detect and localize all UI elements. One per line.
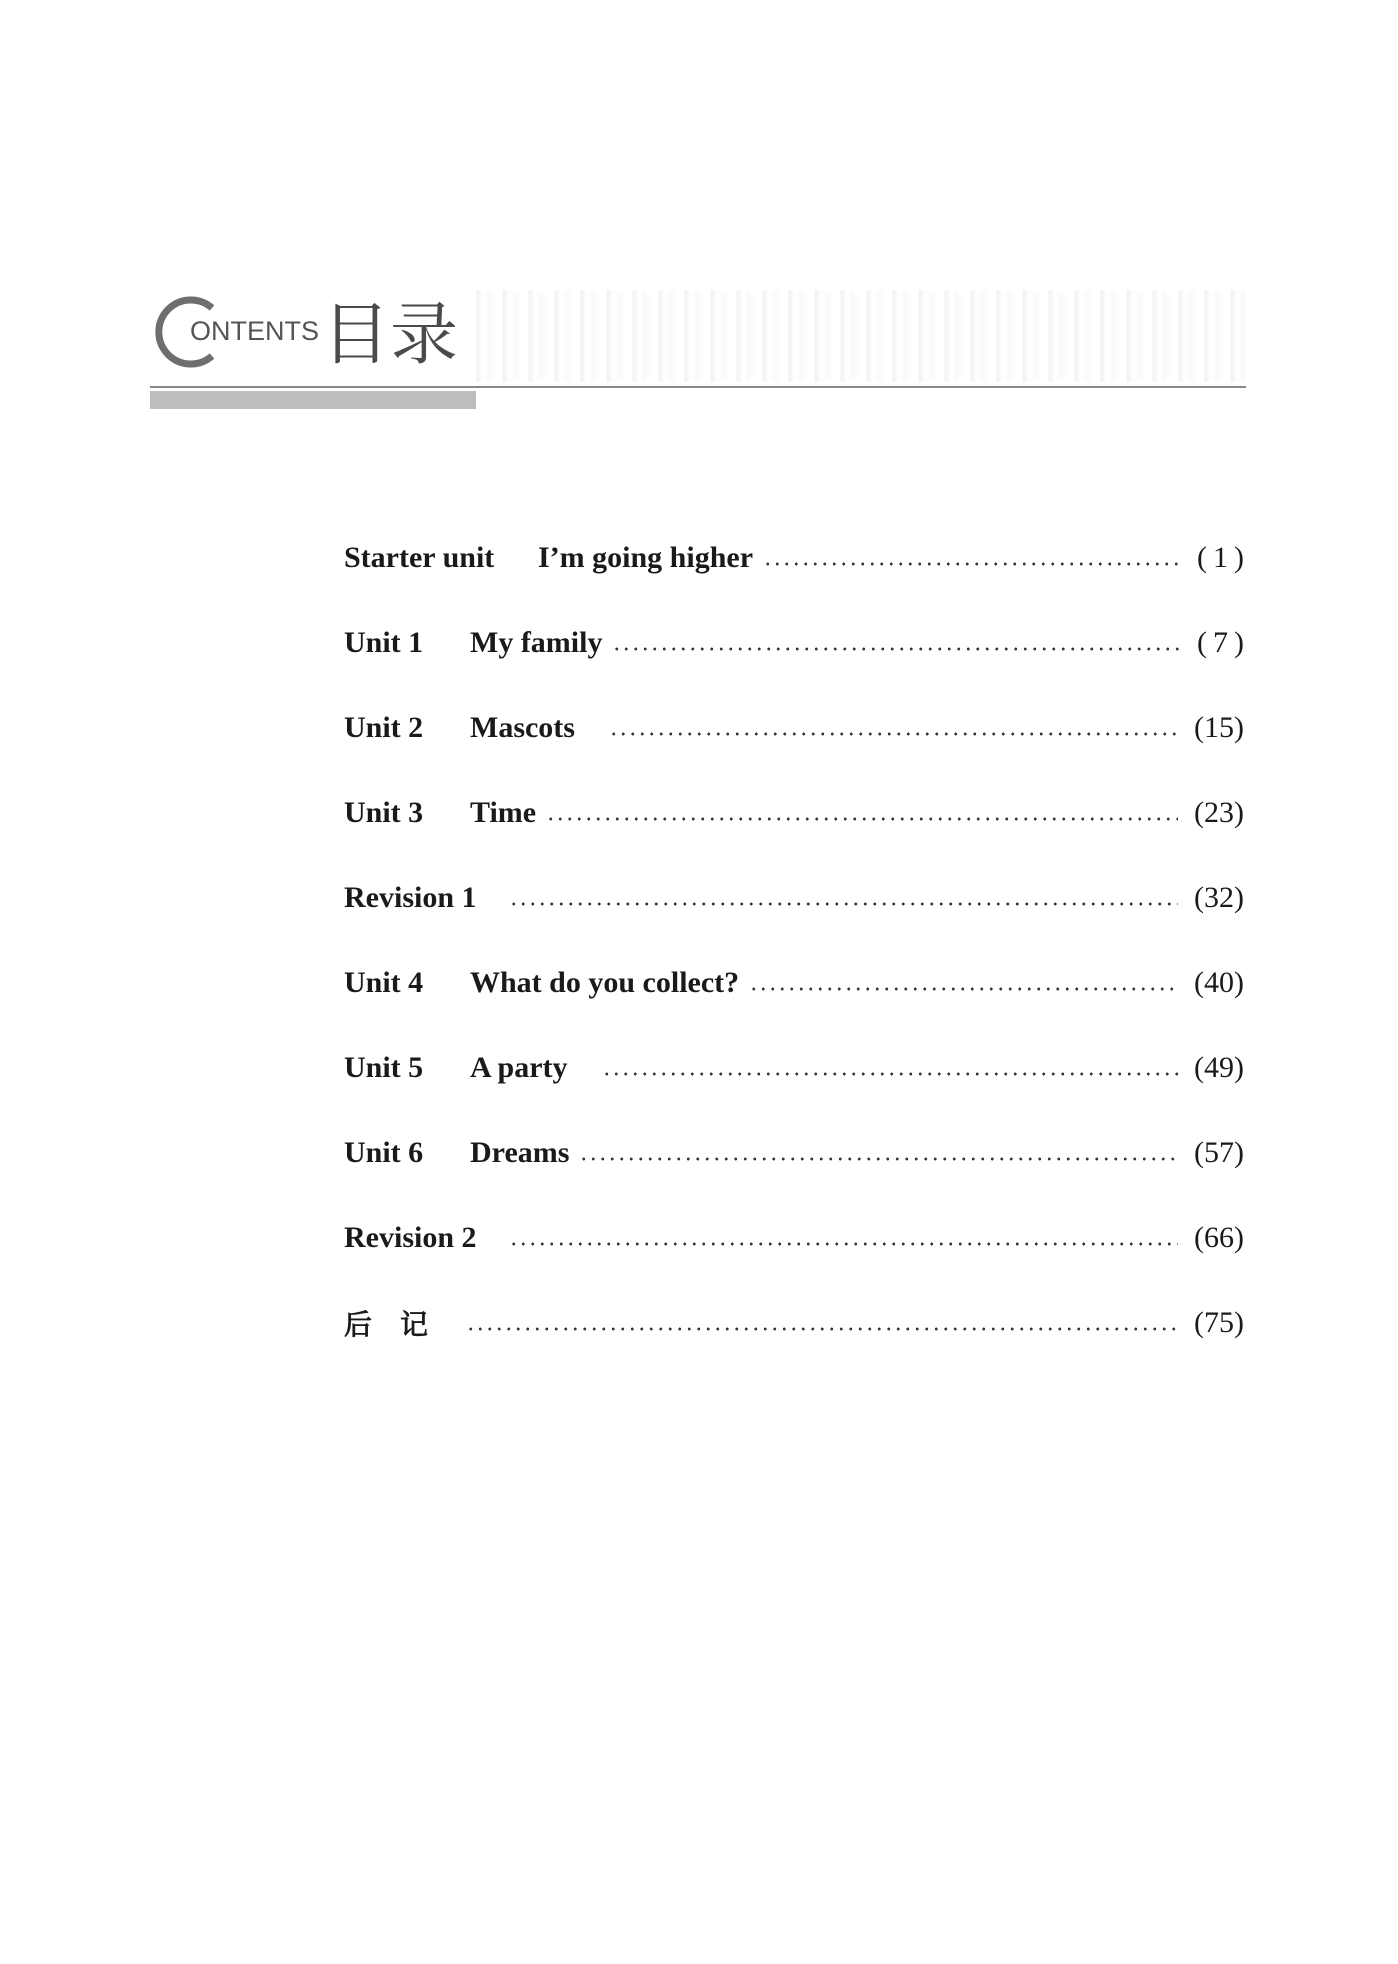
dot-leader: [602, 1072, 1179, 1076]
entry-title: My family: [470, 625, 603, 659]
entry-label: Unit 4: [344, 965, 424, 999]
page-number: (49): [1194, 1050, 1244, 1084]
page-number: (75): [1194, 1305, 1244, 1339]
dot-leader: [466, 1327, 1178, 1331]
contents-word: ONTENTS: [190, 316, 320, 346]
page-number: ( 1 ): [1196, 540, 1244, 574]
page-title: 目录: [322, 296, 459, 375]
page-number: ( 7 ): [1196, 625, 1244, 659]
entry-label: 后记: [344, 1307, 457, 1341]
toc-entry-unit-5[interactable]: [344, 1025, 1244, 1110]
dot-leader: [579, 1157, 1178, 1161]
toc-entry-unit-1[interactable]: [344, 600, 1244, 685]
dot-leader: [612, 647, 1181, 651]
contents-header: [150, 290, 1246, 410]
dot-leader: [546, 817, 1178, 821]
page-number: (40): [1194, 965, 1244, 999]
entry-title: A party: [470, 1050, 568, 1084]
entry-label: Unit 5: [344, 1050, 424, 1084]
entry-title: Mascots: [470, 710, 575, 744]
toc-entry-revision-2[interactable]: [344, 1195, 1244, 1280]
toc-entry-postscript[interactable]: [344, 1280, 1244, 1365]
table-of-contents: [344, 515, 1244, 1365]
entry-title: Dreams: [470, 1135, 570, 1169]
dot-leader: [609, 732, 1178, 736]
entry-title: What do you collect?: [470, 965, 740, 999]
page-number: (15): [1194, 710, 1244, 744]
entry-label: Unit 1: [344, 625, 424, 659]
toc-entry-starter-unit[interactable]: [344, 515, 1244, 600]
entry-label: Unit 3: [344, 795, 424, 829]
toc-entry-unit-3[interactable]: [344, 770, 1244, 855]
entry-label: Revision 1: [344, 880, 477, 914]
page-number: (57): [1194, 1135, 1244, 1169]
header-divider: [150, 386, 1246, 388]
dot-leader: [749, 987, 1178, 991]
toc-entry-unit-4[interactable]: [344, 940, 1244, 1025]
entry-label: Revision 2: [344, 1220, 477, 1254]
toc-entry-revision-1[interactable]: [344, 855, 1244, 940]
header-accent-bar: [150, 391, 476, 409]
toc-entry-unit-6[interactable]: [344, 1110, 1244, 1195]
entry-title: I’m going higher: [538, 540, 754, 574]
dot-leader: [509, 1242, 1178, 1246]
page-number: (66): [1194, 1220, 1244, 1254]
entry-label: Starter unit: [344, 540, 495, 574]
entry-label: Unit 2: [344, 710, 424, 744]
header-texture-band: [470, 290, 1246, 382]
dot-leader: [763, 562, 1181, 566]
toc-entry-unit-2[interactable]: [344, 685, 1244, 770]
page-number: (32): [1194, 880, 1244, 914]
entry-label: Unit 6: [344, 1135, 424, 1169]
dot-leader: [509, 902, 1178, 906]
entry-title: Time: [470, 795, 537, 829]
page-number: (23): [1194, 795, 1244, 829]
